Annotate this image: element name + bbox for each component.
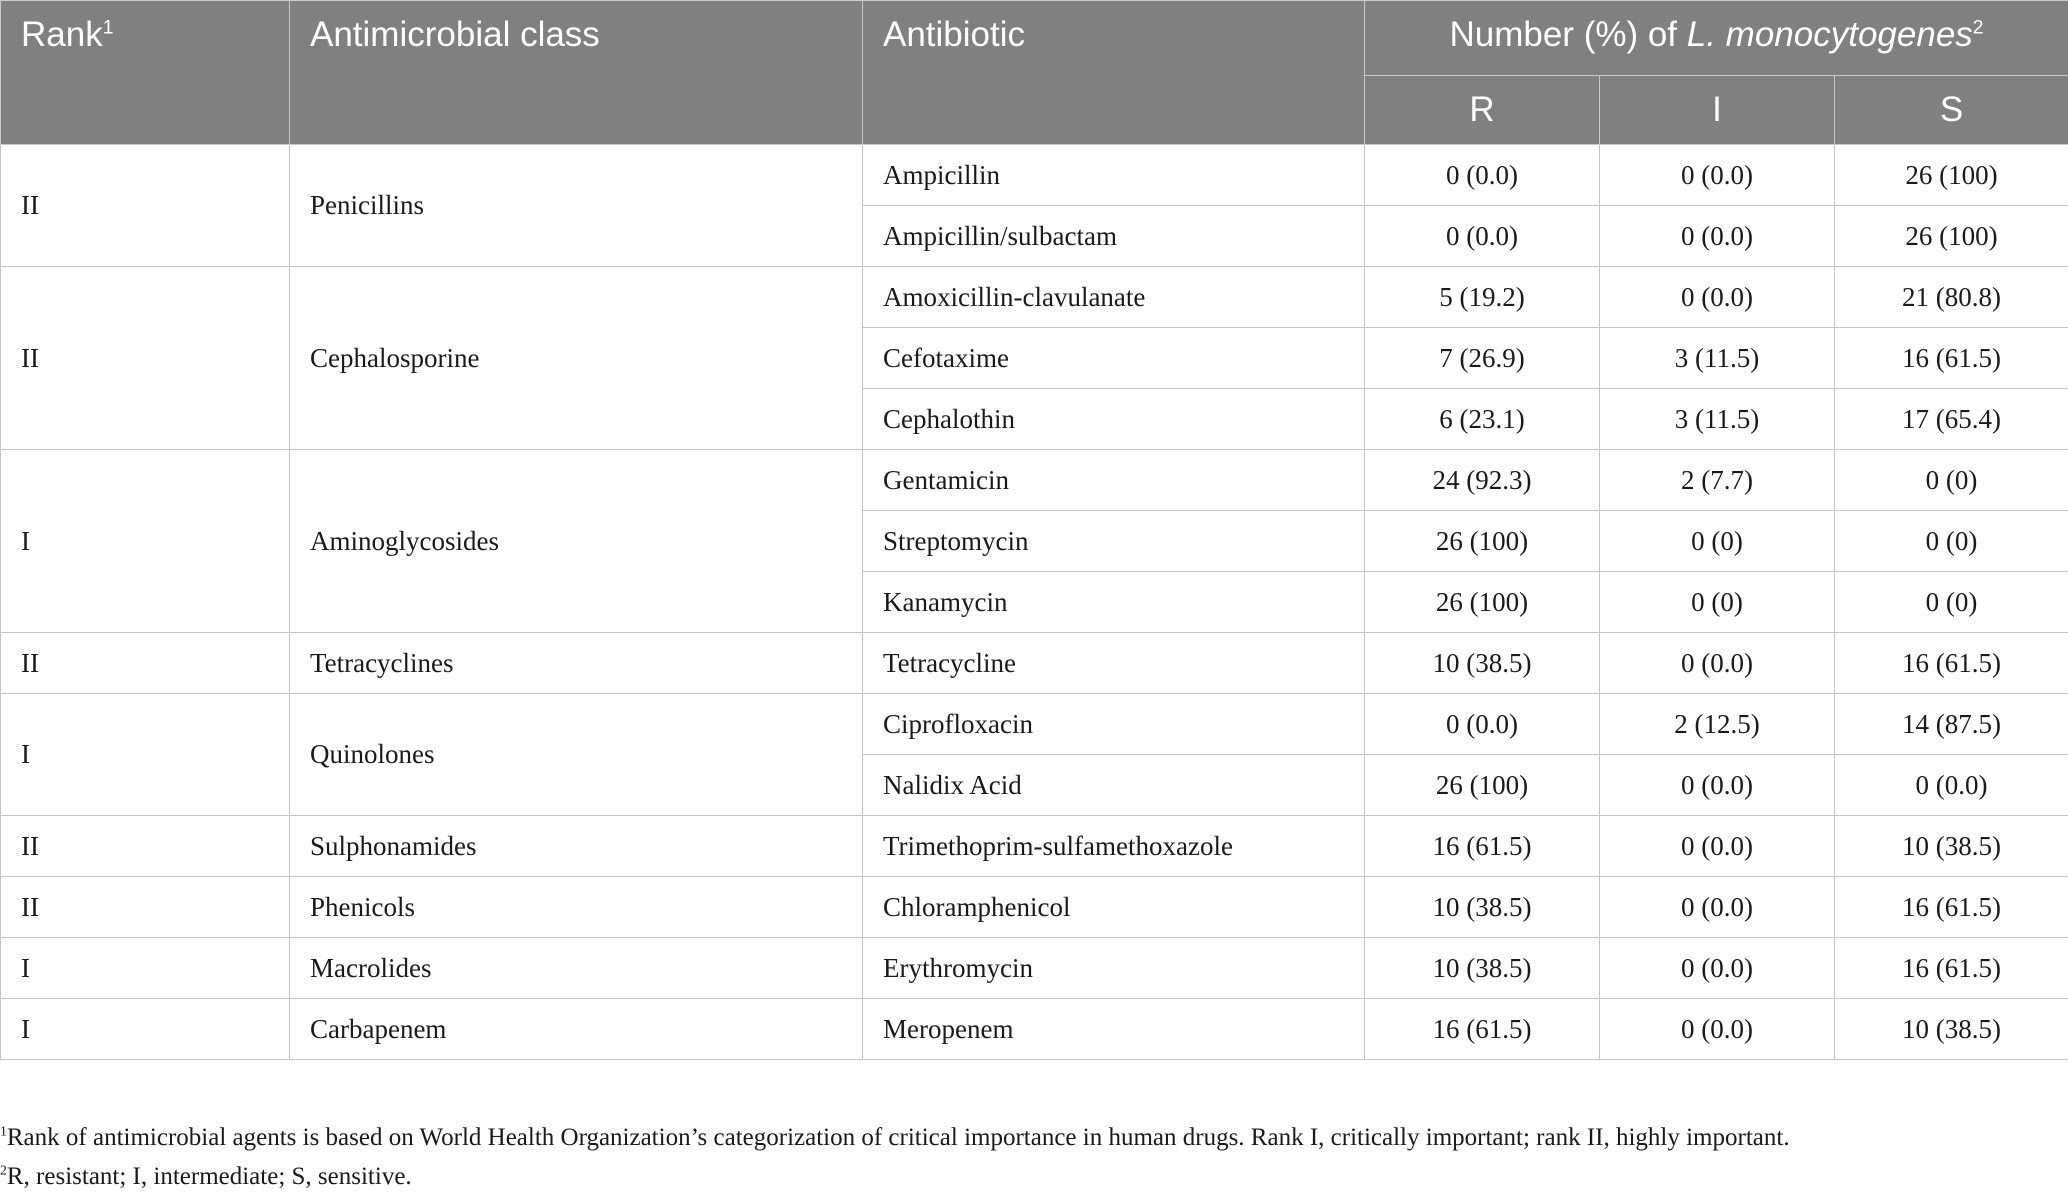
- intermediate-cell: 0 (0.0): [1600, 938, 1835, 999]
- footnote-1-mark: 1: [0, 1123, 7, 1139]
- rank-cell: I: [1, 694, 290, 816]
- antibiotic-cell: Trimethoprim-sulfamethoxazole: [863, 816, 1365, 877]
- sensitive-cell: 10 (38.5): [1835, 999, 2068, 1060]
- resistant-cell: 26 (100): [1365, 755, 1600, 816]
- intermediate-cell: 2 (7.7): [1600, 450, 1835, 511]
- rank-footnote-mark: 1: [102, 17, 114, 39]
- intermediate-cell: 2 (12.5): [1600, 694, 1835, 755]
- antibiotic-cell: Nalidix Acid: [863, 755, 1365, 816]
- sensitive-cell: 10 (38.5): [1835, 816, 2068, 877]
- resistant-cell: 0 (0.0): [1365, 206, 1600, 267]
- sensitive-cell: 16 (61.5): [1835, 877, 2068, 938]
- sensitive-cell: 16 (61.5): [1835, 328, 2068, 389]
- antibiotic-cell: Cefotaxime: [863, 328, 1365, 389]
- class-cell: Penicillins: [290, 145, 863, 267]
- antibiotic-cell: Streptomycin: [863, 511, 1365, 572]
- class-cell: Carbapenem: [290, 999, 863, 1060]
- resistant-cell: 6 (23.1): [1365, 389, 1600, 450]
- table-row: [1, 267, 2068, 328]
- rank-cell: II: [1, 267, 290, 450]
- rank-header: [1, 1, 290, 145]
- intermediate-cell: 0 (0.0): [1600, 816, 1835, 877]
- number-footnote-mark: 2: [1972, 17, 1984, 39]
- class-cell: Macrolides: [290, 938, 863, 999]
- sensitive-cell: 0 (0.0): [1835, 755, 2068, 816]
- antibiotic-header: Antibiotic: [863, 1, 1365, 145]
- resistant-cell: 0 (0.0): [1365, 145, 1600, 206]
- antibiotic-cell: Amoxicillin-clavulanate: [863, 267, 1365, 328]
- intermediate-cell: 0 (0): [1600, 572, 1835, 633]
- number-header-label: Number (%) of: [1449, 15, 1687, 54]
- resistant-cell: 7 (26.9): [1365, 328, 1600, 389]
- footnote-1: [0, 1124, 1790, 1152]
- resistant-cell: 16 (61.5): [1365, 816, 1600, 877]
- organism-name: L. monocytogenes: [1686, 15, 1973, 54]
- class-cell: Tetracyclines: [290, 633, 863, 694]
- class-cell: Sulphonamides: [290, 816, 863, 877]
- resistant-cell: 10 (38.5): [1365, 877, 1600, 938]
- table-row: [1, 877, 2068, 938]
- sensitive-cell: 0 (0): [1835, 511, 2068, 572]
- resistant-cell: 10 (38.5): [1365, 938, 1600, 999]
- intermediate-header: I: [1600, 76, 1835, 145]
- sensitive-cell: 17 (65.4): [1835, 389, 2068, 450]
- intermediate-cell: 0 (0.0): [1600, 633, 1835, 694]
- antibiotic-cell: Erythromycin: [863, 938, 1365, 999]
- antibiotic-cell: Ampicillin: [863, 145, 1365, 206]
- resistant-cell: 5 (19.2): [1365, 267, 1600, 328]
- rank-cell: II: [1, 633, 290, 694]
- antibiotic-cell: Chloramphenicol: [863, 877, 1365, 938]
- antibiotic-cell: Ampicillin/sulbactam: [863, 206, 1365, 267]
- table-row: [1, 694, 2068, 755]
- footnote-1-text: Rank of antimicrobial agents is based on World Health Organization’s categorization of critical importance in human drugs. Rank I, critically important; rank II, highly important.: [6, 1124, 1790, 1151]
- class-cell: Phenicols: [290, 877, 863, 938]
- table-row: [1, 633, 2068, 694]
- intermediate-cell: 0 (0.0): [1600, 755, 1835, 816]
- class-header: Antimicrobial class: [290, 1, 863, 145]
- footnote-2-mark: 2: [0, 1162, 7, 1178]
- antibiotic-cell: Cephalothin: [863, 389, 1365, 450]
- sensitive-cell: 16 (61.5): [1835, 633, 2068, 694]
- rank-cell: I: [1, 999, 290, 1060]
- table-body: [1, 145, 2068, 1060]
- class-cell: Quinolones: [290, 694, 863, 816]
- sensitive-cell: 0 (0): [1835, 450, 2068, 511]
- footnote-2: [0, 1163, 412, 1191]
- rank-cell: I: [1, 450, 290, 633]
- resistant-cell: 0 (0.0): [1365, 694, 1600, 755]
- intermediate-cell: 0 (0.0): [1600, 999, 1835, 1060]
- resistant-header: R: [1365, 76, 1600, 145]
- resistant-cell: 26 (100): [1365, 511, 1600, 572]
- intermediate-cell: 3 (11.5): [1600, 389, 1835, 450]
- antibiotic-cell: Ciprofloxacin: [863, 694, 1365, 755]
- resistant-cell: 26 (100): [1365, 572, 1600, 633]
- table-row: [1, 816, 2068, 877]
- antibiotic-cell: Tetracycline: [863, 633, 1365, 694]
- table-row: [1, 450, 2068, 511]
- intermediate-cell: 0 (0.0): [1600, 145, 1835, 206]
- intermediate-cell: 0 (0.0): [1600, 877, 1835, 938]
- sensitive-cell: 21 (80.8): [1835, 267, 2068, 328]
- table-row: [1, 145, 2068, 206]
- table-header: [1, 1, 2068, 145]
- sensitive-cell: 26 (100): [1835, 145, 2068, 206]
- resistant-cell: 24 (92.3): [1365, 450, 1600, 511]
- sensitive-cell: 16 (61.5): [1835, 938, 2068, 999]
- intermediate-cell: 0 (0): [1600, 511, 1835, 572]
- footnote-2-text: R, resistant; I, intermediate; S, sensitive.: [6, 1163, 412, 1190]
- intermediate-cell: 3 (11.5): [1600, 328, 1835, 389]
- intermediate-cell: 0 (0.0): [1600, 267, 1835, 328]
- sensitive-cell: 14 (87.5): [1835, 694, 2068, 755]
- rank-cell: I: [1, 938, 290, 999]
- rank-header-label: Rank: [21, 15, 103, 54]
- class-cell: Cephalosporine: [290, 267, 863, 450]
- table-row: [1, 999, 2068, 1060]
- antibiotic-cell: Kanamycin: [863, 572, 1365, 633]
- intermediate-cell: 0 (0.0): [1600, 206, 1835, 267]
- antibiotic-cell: Gentamicin: [863, 450, 1365, 511]
- rank-cell: II: [1, 816, 290, 877]
- resistant-cell: 16 (61.5): [1365, 999, 1600, 1060]
- number-percent-header: [1365, 1, 2068, 76]
- sensitive-cell: 26 (100): [1835, 206, 2068, 267]
- table-row: [1, 938, 2068, 999]
- antibiotic-cell: Meropenem: [863, 999, 1365, 1060]
- sensitive-header: S: [1835, 76, 2068, 145]
- resistant-cell: 10 (38.5): [1365, 633, 1600, 694]
- rank-cell: II: [1, 877, 290, 938]
- rank-cell: II: [1, 145, 290, 267]
- class-cell: Aminoglycosides: [290, 450, 863, 633]
- sensitive-cell: 0 (0): [1835, 572, 2068, 633]
